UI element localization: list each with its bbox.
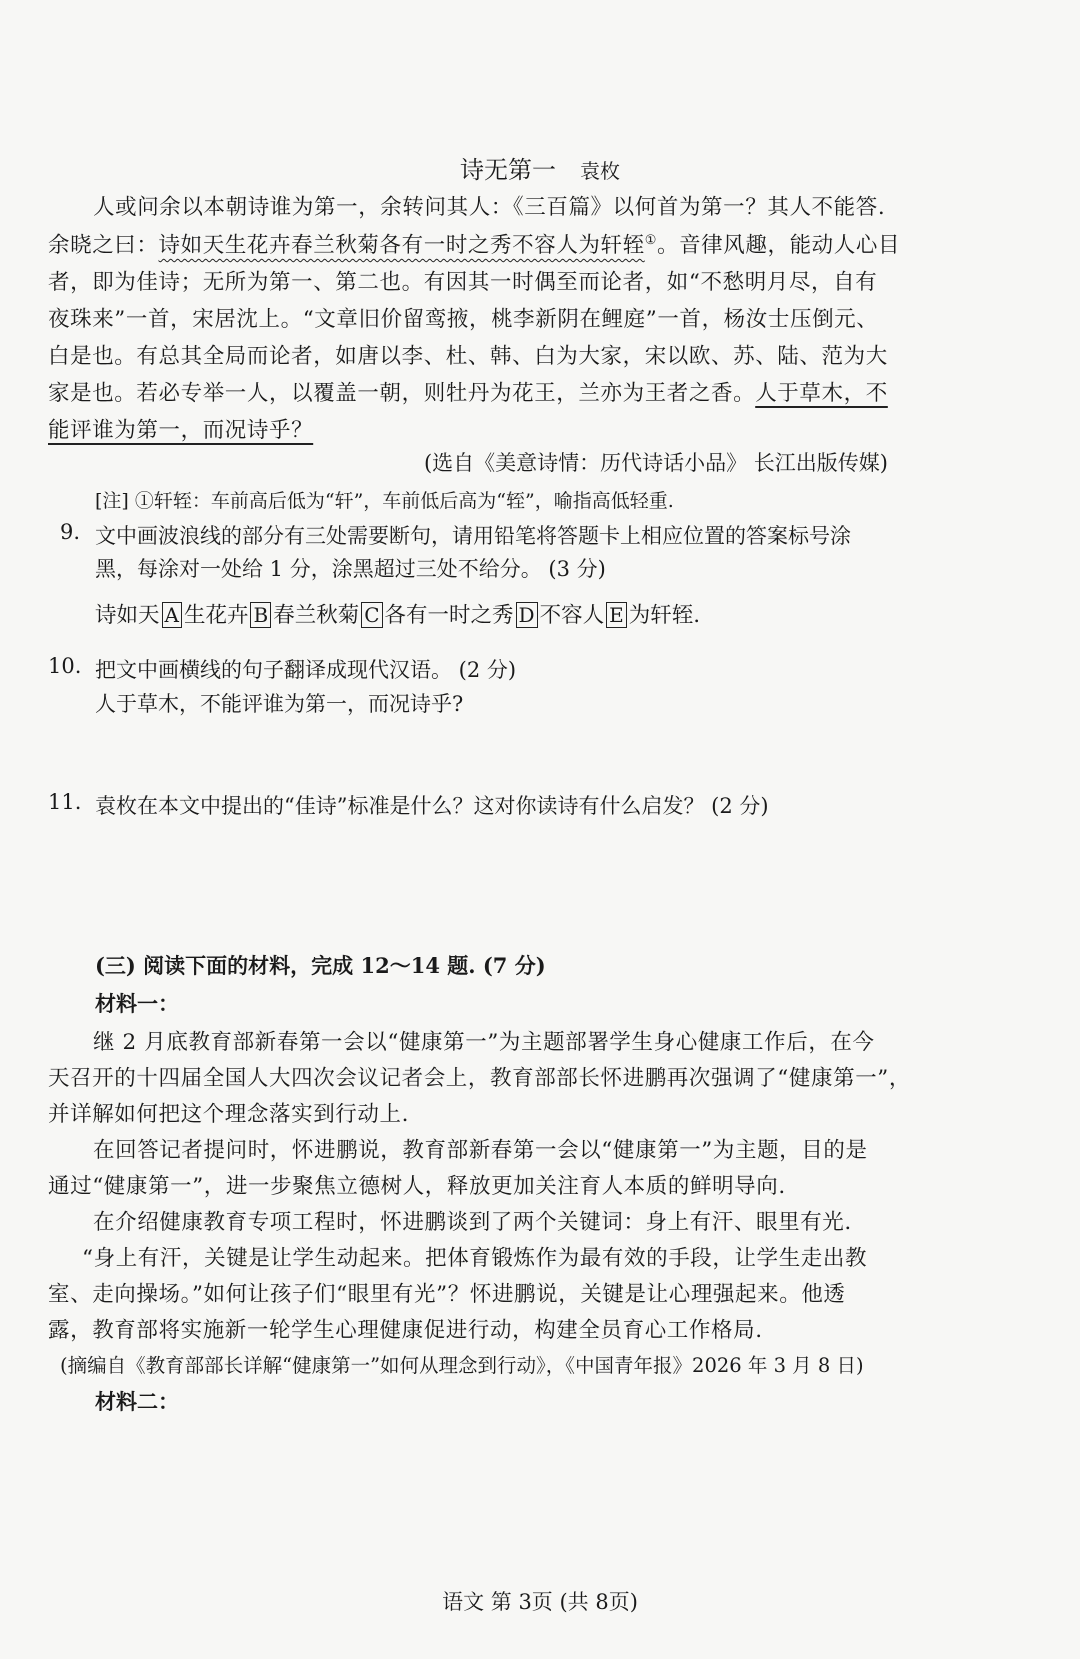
option-text: 不容人: [539, 603, 605, 628]
option-end: 为轩轾.: [628, 603, 701, 628]
option-box-b[interactable]: B: [250, 602, 271, 628]
poem-line: 夜珠来”一首，宋居沈上。“文章旧价留鸾掖，桃李新阴在鲤庭”一首，杨汝士压倒元、: [48, 307, 879, 332]
option-box-e[interactable]: E: [606, 602, 627, 628]
material-line: 继 2 月底教育部新春第一会以“健康第一”为主题部署学生身心健康工作后，在今: [93, 1030, 875, 1055]
poem-title-line: [0, 150, 1080, 185]
option-box-a[interactable]: A: [162, 602, 182, 628]
question-9-options: [95, 598, 700, 629]
section-3-heading: (三) 阅读下面的材料，完成 12～14 题. (7 分): [95, 953, 546, 978]
underlined-sentence: 人于草木，不: [755, 381, 888, 406]
material-line: 通过“健康第一”，进一步聚焦立德树人，释放更加关注育人本质的鲜明导向.: [48, 1174, 786, 1199]
question-11-number: 11.: [48, 790, 82, 814]
footnote: [注] ①轩轾：车前高后低为“轩”，车前低后高为“轾”，喻指高低轻重.: [95, 490, 674, 512]
poem-line: 人或问余以本朝诗谁为第一，余转问其人：《三百篇》以何首为第一？其人不能答.: [93, 195, 886, 220]
material-line: 露，教育部将实施新一轮学生心理健康促进行动，构建全员育心工作格局.: [48, 1318, 763, 1343]
material-line: “身上有汗，关键是让学生动起来。把体育锻炼作为最有效的手段，让学生走出教: [82, 1246, 868, 1271]
poem-line-lead: 余晓之曰：: [48, 233, 159, 258]
option-text: 诗如天: [95, 603, 160, 628]
material-line: 在介绍健康教育专项工程时，怀进鹏谈到了两个关键词：身上有汗、眼里有光.: [93, 1210, 852, 1235]
material-source: (摘编自《教育部部长详解“健康第一”如何从理念到行动》，《中国青年报》2026 年 3 月 8 日): [60, 1354, 864, 1377]
underlined-sentence: 能评谁为第一，而况诗乎？: [48, 418, 314, 443]
option-text: 各有一时之秀: [384, 603, 514, 628]
material-line: 在回答记者提问时，怀进鹏说，教育部新春第一会以“健康第一”为主题，目的是: [93, 1138, 868, 1163]
option-box-c[interactable]: C: [361, 602, 382, 628]
poem-line: [48, 413, 313, 444]
option-text: 生花卉: [183, 603, 249, 628]
question-10-quote: 人于草木，不能评谁为第一，而况诗乎?: [95, 692, 464, 716]
poem-line: [48, 228, 900, 259]
material-line: 天召开的十四届全国人大四次会议记者会上，教育部部长怀进鹏再次强调了“健康第一”，: [48, 1066, 911, 1091]
question-9-number: 9.: [60, 520, 81, 544]
poem-line: 者，即为佳诗；无所为第一、第二也。有因其一时偶至而论者，如“不愁明月尽，自有: [48, 270, 878, 295]
poem-title: 诗无第一: [460, 156, 556, 184]
material-1-label: 材料一：: [95, 991, 179, 1016]
page-footer: 语文 第 3页 (共 8页): [442, 1590, 638, 1614]
option-text: 春兰秋菊: [273, 603, 360, 628]
poem-source: (选自《美意诗情：历代诗话小品》 长江出版传媒): [423, 451, 888, 475]
material-2-label: 材料二：: [95, 1389, 179, 1414]
question-11-text: 袁枚在本文中提出的“佳诗”标准是什么？这对你读诗有什么启发？ (2 分): [95, 794, 769, 818]
poem-line: [48, 376, 888, 407]
question-9-text: 黑，每涂对一处给 1 分，涂黑超过三处不给分。 (3 分): [95, 557, 606, 581]
poem-author: 袁枚: [580, 159, 620, 183]
question-10-number: 10.: [48, 654, 82, 678]
footnote-marker: ①: [644, 232, 657, 248]
poem-line-tail: 。音律风趣，能动人心目: [656, 233, 901, 258]
poem-line: 白是也。有总其全局而论者，如唐以李、杜、韩、白为大家，宋以欧、苏、陆、范为大: [48, 344, 888, 369]
poem-line-lead: 家是也。若必专举一人，以覆盖一朝，则牡丹为花王，兰亦为王者之香。: [48, 381, 756, 406]
question-9-text: 文中画波浪线的部分有三处需要断句，请用铅笔将答题卡上相应位置的答案标号涂: [95, 524, 851, 548]
material-line: 并详解如何把这个理念落实到行动上.: [48, 1102, 410, 1127]
option-box-d[interactable]: D: [516, 602, 538, 628]
question-10-text: 把文中画横线的句子翻译成现代汉语。 (2 分): [95, 658, 517, 682]
wavy-underlined-sentence: 诗如天生花卉春兰秋菊各有一时之秀不容人为轩轾: [158, 233, 645, 258]
material-line: 室、走向操场。”如何让孩子们“眼里有光”？怀进鹏说，关键是让心理强起来。他透: [48, 1282, 846, 1307]
